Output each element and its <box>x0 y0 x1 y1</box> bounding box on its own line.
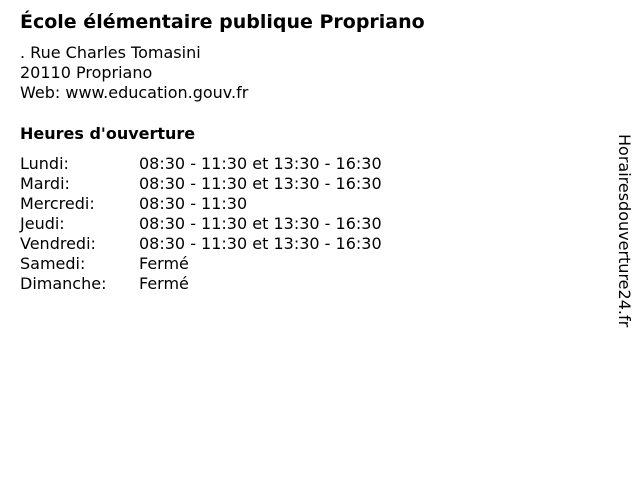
address-block <box>20 43 248 103</box>
day-label: Jeudi: <box>20 214 65 233</box>
day-label: Vendredi: <box>20 234 96 253</box>
address-city: 20110 Propriano <box>20 63 153 82</box>
page-title: École élémentaire publique Propriano <box>20 11 425 33</box>
time-value: 08:30 - 11:30 et 13:30 - 16:30 <box>139 174 382 193</box>
hours-row-monday <box>20 154 382 174</box>
day-label: Dimanche: <box>20 274 107 293</box>
hours-heading: Heures d'ouverture <box>20 124 196 143</box>
address-street: . Rue Charles Tomasini <box>20 43 201 62</box>
hours-row-saturday <box>20 254 382 274</box>
time-value: 08:30 - 11:30 et 13:30 - 16:30 <box>139 214 382 233</box>
address-web: Web: www.education.gouv.fr <box>20 83 249 102</box>
hours-row-thursday <box>20 214 382 234</box>
watermark-text: Horairesdouverture24.fr <box>615 134 634 328</box>
time-value: 08:30 - 11:30 <box>139 194 248 213</box>
day-label: Lundi: <box>20 154 69 173</box>
hours-table <box>20 154 382 294</box>
time-value: 08:30 - 11:30 et 13:30 - 16:30 <box>139 234 382 253</box>
hours-row-sunday <box>20 274 382 294</box>
day-label: Mardi: <box>20 174 70 193</box>
time-value: Fermé <box>139 254 189 273</box>
hours-row-tuesday <box>20 174 382 194</box>
day-label: Samedi: <box>20 254 86 273</box>
hours-row-friday <box>20 234 382 254</box>
time-value: 08:30 - 11:30 et 13:30 - 16:30 <box>139 154 382 173</box>
day-label: Mercredi: <box>20 194 95 213</box>
time-value: Fermé <box>139 274 189 293</box>
hours-row-wednesday <box>20 194 382 214</box>
